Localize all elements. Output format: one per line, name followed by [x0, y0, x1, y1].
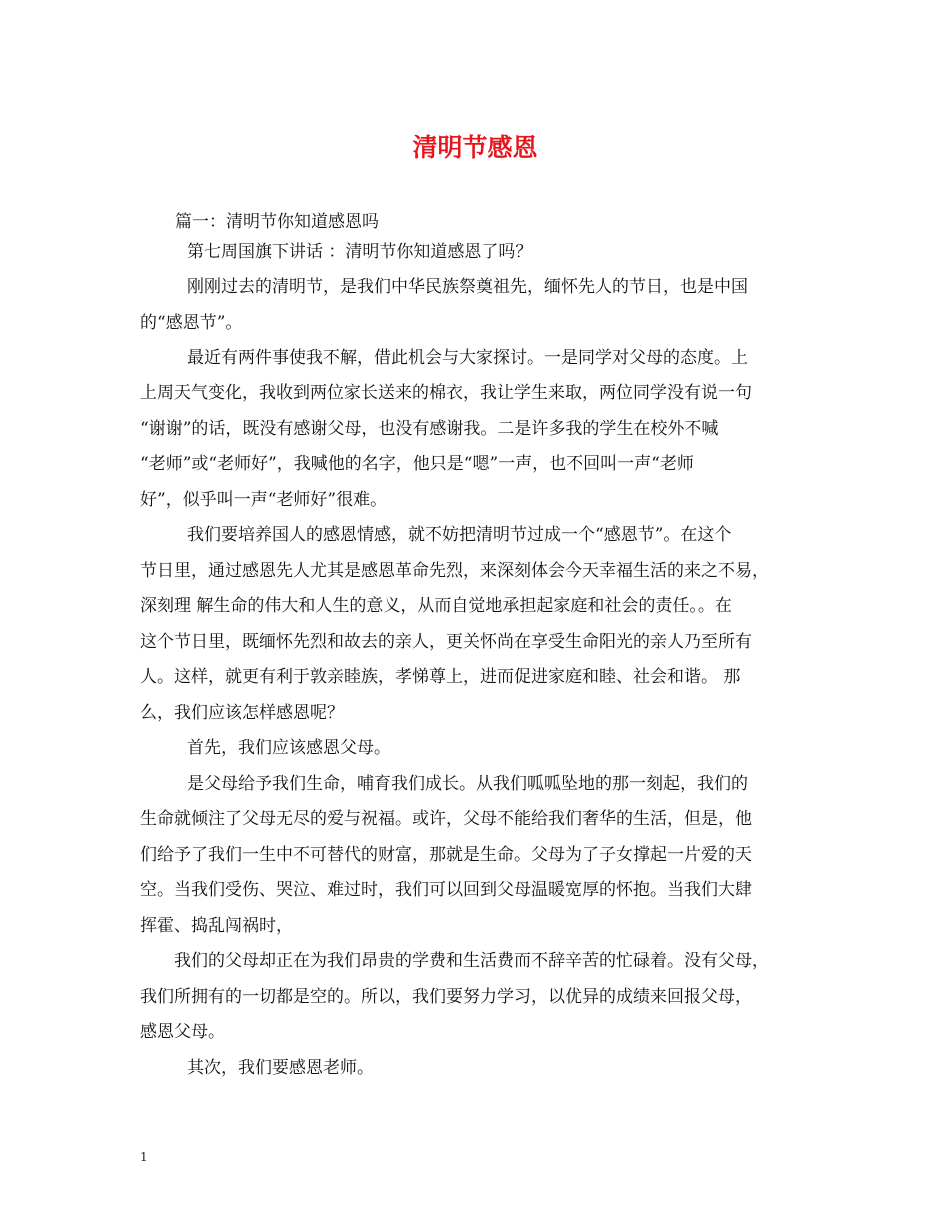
paragraph-line: 人。这样，就更有利于敦亲睦族，孝悌尊上，进而促进家庭和睦、社会和谐。 那 — [140, 667, 741, 687]
paragraph-line: 深刻理 解生命的伟大和人生的意义，从而自觉地承担起家庭和社会的责任。。在 — [140, 596, 732, 616]
paragraph-line: 最近有两件事使我不解，借此机会与大家探讨。一是同学对父母的态度。上 — [187, 348, 748, 368]
paragraph-line: 是父母给予我们生命，哺育我们成长。从我们呱呱坠地的那一刻起，我们的 — [187, 774, 748, 794]
page-number: 1 — [140, 1150, 148, 1164]
paragraph-line: 们给予了我们一生中不可替代的财富，那就是生命。父母为了子女撑起一片爱的天 — [140, 845, 752, 865]
paragraph-line: 节日里，通过感恩先人尤其是感恩革命先烈，来深刻体会今天幸福生活的来之不易， — [140, 561, 769, 581]
paragraph-line: 么，我们应该怎样感恩呢？ — [140, 703, 344, 723]
paragraph-line: 我们的父母却正在为我们昂贵的学费和生活费而不辞辛苦的忙碌着。没有父母， — [174, 951, 769, 971]
paragraph-line: 的“感恩节”。 — [140, 313, 243, 333]
paragraph-line: 生命就倾注了父母无尽的爱与祝福。或许，父母不能给我们奢华的生活，但是，他 — [140, 809, 752, 829]
paragraph-line: 感恩父母。 — [140, 1022, 225, 1042]
paragraph-line: “谢谢”的话，既没有感谢父母，也没有感谢我。二是许多我的学生在校外不喊 — [140, 419, 719, 439]
paragraph-line: 第七周国旗下讲话 ：清明节你知道感恩了吗？ — [187, 242, 533, 262]
paragraph-line: 我们要培养国人的感恩情感，就不妨把清明节过成一个“感恩节”。在这个 — [187, 525, 732, 545]
paragraph-line: “老师”或“老师好”，我喊他的名字，他只是“嗯”一声，也不回叫一声“老师 — [140, 454, 694, 474]
paragraph-line: 上周天气变化，我收到两位家长送来的棉衣，我让学生来取，两位同学没有说一句 — [140, 383, 752, 403]
paragraph-line: 空。当我们受伤、哭泣、难过时，我们可以回到父母温暖宽厚的怀抱。当我们大肆 — [140, 880, 752, 900]
paragraph-line: 首先，我们应该感恩父母。 — [187, 738, 391, 758]
paragraph-line: 这个节日里，既缅怀先烈和故去的亲人，更关怀尚在享受生命阳光的亲人乃至所有 — [140, 632, 752, 652]
paragraph-line: 篇一：清明节你知道感恩吗 — [175, 212, 379, 232]
paragraph-line: 挥霍、捣乱闯祸时， — [140, 916, 293, 936]
paragraph-line: 其次，我们要感恩老师。 — [187, 1058, 374, 1078]
paragraph-line: 好”，似乎叫一声“老师好”很难。 — [140, 490, 388, 510]
paragraph-line: 刚刚过去的清明节，是我们中华民族祭奠祖先，缅怀先人的节日，也是中国 — [187, 277, 748, 297]
paragraph-line: 我们所拥有的一切都是空的。所以，我们要努力学习，以优异的成绩来回报父母， — [140, 987, 752, 1007]
document-title: 清明节感恩 — [412, 133, 538, 162]
